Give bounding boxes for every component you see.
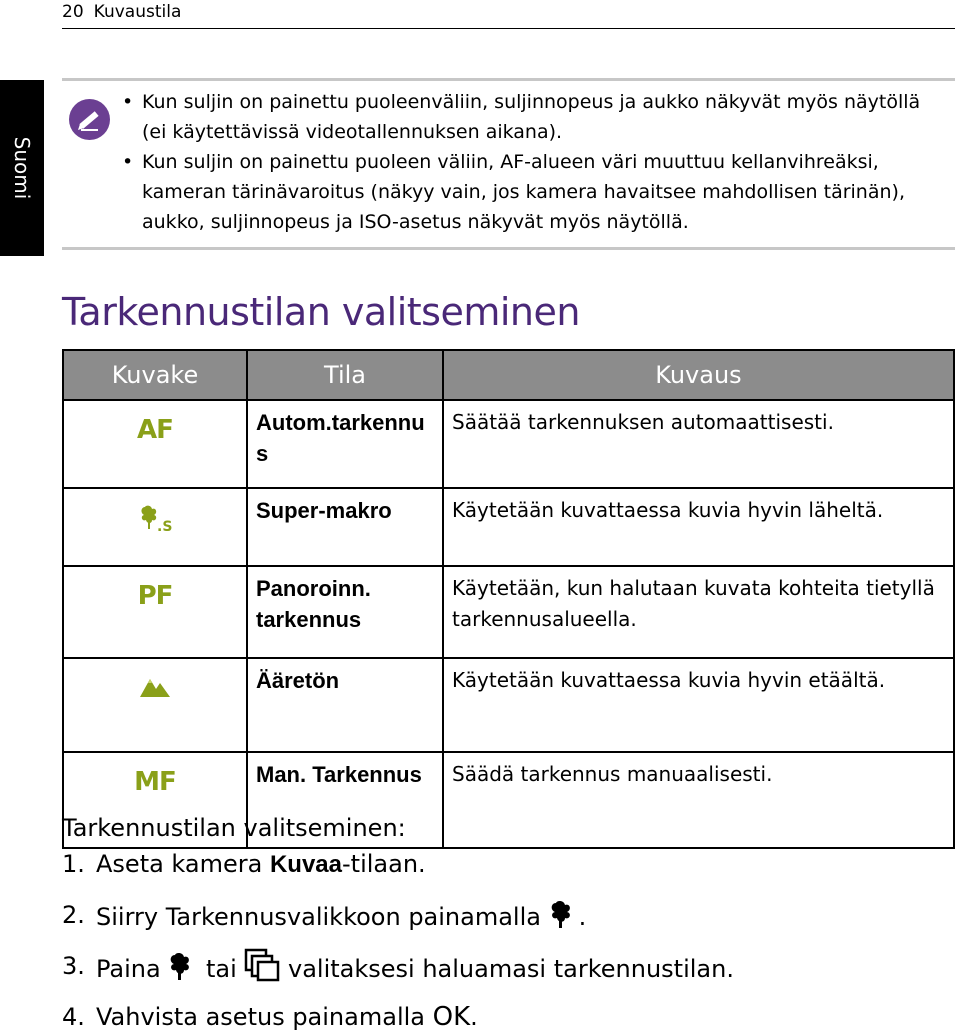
instructions-intro: Tarkennustilan valitseminen: bbox=[62, 814, 406, 842]
step-item bbox=[62, 948, 734, 999]
table-row bbox=[63, 488, 954, 566]
step-number: 1. bbox=[62, 850, 85, 878]
mode-description: Käytetään kuvattaessa kuvia hyvin läheltä. bbox=[443, 488, 954, 566]
step-number: 4. bbox=[62, 1003, 85, 1031]
instructions bbox=[62, 810, 734, 1035]
mode-name: Ääretön bbox=[247, 658, 443, 752]
step-text: Siirry Tarkennusvalikkoon painamalla bbox=[96, 903, 549, 931]
step-item bbox=[62, 846, 734, 897]
step-text: -tilaan. bbox=[342, 850, 426, 878]
page-header bbox=[62, 0, 955, 29]
note-list bbox=[122, 87, 942, 237]
pf-icon: PF bbox=[137, 581, 173, 611]
column-header-icon: Kuvake bbox=[63, 350, 247, 400]
step-text: tai bbox=[198, 955, 245, 983]
note-bullet: • Kun suljin on painettu puoleenväliin, suljinnopeus ja aukko näkyvät myös näytöllä (ei käytettävissä videotallennuksen aikana). bbox=[122, 87, 942, 147]
step-number: 3. bbox=[62, 952, 85, 980]
ok-button-label: OK bbox=[432, 1002, 471, 1032]
step-text: Vahvista asetus painamalla bbox=[96, 1003, 433, 1031]
note-box bbox=[62, 78, 955, 250]
macro-button-icon bbox=[549, 897, 579, 939]
language-tab-label: Suomi bbox=[10, 136, 34, 200]
step-text: . bbox=[470, 1003, 478, 1031]
table-row bbox=[63, 566, 954, 658]
column-header-mode: Tila bbox=[247, 350, 443, 400]
column-header-description: Kuvaus bbox=[443, 350, 954, 400]
header-section: Kuvaustila bbox=[93, 2, 182, 22]
super-macro-icon bbox=[137, 514, 173, 538]
infinity-mountain-icon bbox=[138, 680, 172, 704]
table-header-row bbox=[63, 350, 954, 400]
mode-name: Panoroinn. tarkennus bbox=[247, 566, 443, 658]
svg-text:.S: .S bbox=[157, 519, 173, 533]
mode-description: Säätää tarkennuksen automaattisesti. bbox=[443, 400, 954, 488]
table-row bbox=[63, 658, 954, 752]
step-text: valitaksesi haluamasi tarkennustilan. bbox=[280, 955, 734, 983]
step-text: . bbox=[578, 903, 587, 931]
table-row bbox=[63, 400, 954, 488]
pencil-note-icon bbox=[69, 99, 110, 140]
mf-icon: MF bbox=[134, 767, 176, 797]
mode-name: Man. Tarkennus bbox=[247, 752, 443, 848]
step-item bbox=[62, 897, 734, 948]
focus-mode-table bbox=[62, 349, 955, 849]
page-number: 20 bbox=[62, 2, 84, 22]
step-text: Aseta kamera bbox=[96, 850, 270, 878]
step-list bbox=[62, 846, 734, 1035]
af-icon: AF bbox=[137, 415, 173, 445]
step-number: 2. bbox=[62, 901, 85, 929]
step-text: Paina bbox=[96, 955, 169, 983]
mode-description: Säädä tarkennus manuaalisesti. bbox=[443, 752, 954, 848]
drive-mode-button-icon bbox=[244, 948, 280, 992]
language-tab bbox=[0, 80, 44, 256]
mode-name: Autom.tarkennus bbox=[247, 400, 443, 488]
step-mode-name: Kuvaa bbox=[269, 851, 343, 878]
mode-description: Käytetään kuvattaessa kuvia hyvin etäältä. bbox=[443, 658, 954, 752]
note-bullet: • Kun suljin on painettu puoleen väliin, AF-alueen väri muuttuu kellanvihreäksi, kameran tärinävaroitus (näkyy vain, jos kamera havaitsee mahdollisen tärinän), aukko, suljinnopeus ja ISO-asetus näkyvät myös näytöllä. bbox=[122, 147, 942, 237]
mode-description: Käytetään, kun halutaan kuvata kohteita tietyllä tarkennusalueella. bbox=[443, 566, 954, 658]
step-item bbox=[62, 999, 734, 1035]
mode-name: Super-makro bbox=[247, 488, 443, 566]
macro-button-icon bbox=[168, 949, 198, 991]
section-title: Tarkennustilan valitseminen bbox=[62, 290, 580, 334]
